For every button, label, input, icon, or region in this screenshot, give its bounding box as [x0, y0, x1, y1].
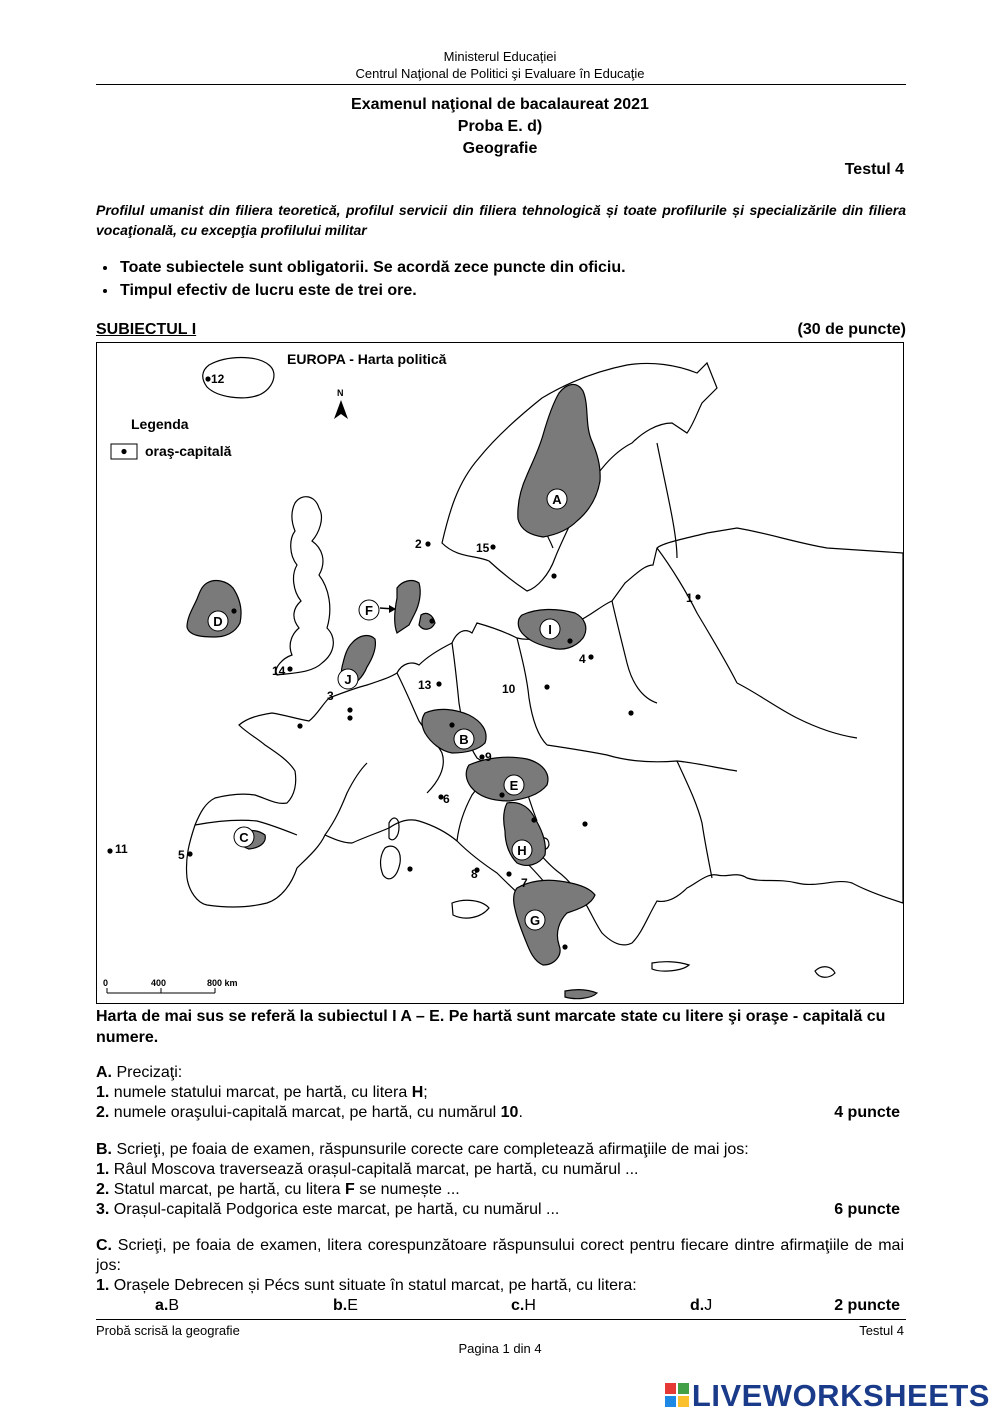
svg-text:E: E — [509, 778, 519, 793]
city-6: 6 — [443, 792, 450, 806]
part-a — [96, 1063, 904, 1123]
part-b-letter: B. — [96, 1141, 112, 1158]
map-svg — [97, 343, 903, 1003]
city-9: 9 — [485, 750, 492, 764]
country-f-denmark — [395, 581, 421, 633]
page-number: Pagina 1 din 4 — [458, 1341, 542, 1356]
legend-label: oraş-capitală — [145, 443, 232, 459]
part-a-heading: Precizaţi: — [112, 1064, 183, 1081]
subject-title: Geografie — [462, 140, 538, 157]
map-intro: Harta de mai sus se referă la subiectul I A – E. Pe hartă sunt marcate state cu litere şi oraşe - capitală cu numere. — [96, 1008, 886, 1046]
svg-text:I: I — [548, 622, 552, 637]
footer-left: Probă scrisă la geografie — [96, 1323, 240, 1338]
marker-i — [540, 619, 560, 639]
city-11: 11 — [115, 842, 128, 856]
part-a-points: 4 puncte — [834, 1104, 900, 1121]
item-text-end: ; — [423, 1084, 428, 1101]
legend-title: Legenda — [131, 416, 189, 432]
city-10: 10 — [502, 682, 516, 696]
svg-text:D: D — [213, 614, 223, 629]
europe-map — [96, 342, 904, 1004]
item-key: H — [411, 1084, 424, 1101]
item-text: Orașul-capitală Podgorica este marcat, pe hartă, cu numărul ... — [109, 1201, 560, 1218]
option-a: a. B — [155, 1297, 180, 1314]
part-b-points: 6 puncte — [834, 1201, 900, 1218]
marker-d — [208, 611, 228, 631]
city-3: 3 — [327, 689, 334, 703]
marker-g — [525, 910, 545, 930]
item-key: F — [345, 1181, 355, 1198]
city-12: 12 — [211, 372, 225, 386]
city-5: 5 — [178, 848, 185, 862]
marker-b — [454, 729, 474, 749]
ministry-name: Ministerul Educației — [443, 49, 557, 64]
scale-label-0: 0 — [103, 978, 109, 988]
country-markers — [208, 489, 567, 930]
city-2: 2 — [415, 537, 422, 551]
rule-item: • Timpul efectiv de lucru este de trei ore. — [118, 279, 626, 302]
section-header — [96, 321, 906, 339]
proba-title: Proba E. d) — [457, 118, 543, 135]
marker-e — [504, 775, 524, 795]
footer-right: Testul 4 — [859, 1323, 904, 1338]
marker-j — [338, 669, 358, 689]
exam-title: Examenul naţional de bacalaureat 2021 — [351, 96, 649, 113]
item-number: 2. — [96, 1181, 110, 1198]
marker-f — [359, 600, 379, 620]
part-a-letter: A. — [96, 1064, 112, 1081]
rules-list — [96, 256, 626, 302]
svg-text:A: A — [552, 492, 562, 507]
marker-c — [234, 827, 254, 847]
svg-text:C: C — [239, 830, 249, 845]
scale-bar — [103, 978, 238, 993]
test-label: Testul 4 — [844, 161, 904, 178]
item-number: 3. — [96, 1201, 110, 1218]
item-number: 1. — [96, 1277, 110, 1294]
part-c-points: 2 puncte — [834, 1297, 900, 1314]
marker-h — [512, 840, 532, 860]
capital-dots — [107, 376, 700, 949]
item-text: Statul marcat, pe hartă, cu litera — [109, 1181, 346, 1198]
part-b-heading: Scrieţi, pe foaia de examen, răspunsurile corecte care completează afirmaţiile de mai jos: — [112, 1141, 749, 1158]
item-text: Orașele Debrecen și Pécs sunt situate în statul marcat, pe hartă, cu litera: — [109, 1277, 637, 1294]
svg-text:G: G — [529, 913, 541, 928]
scale-label-400: 400 — [151, 978, 167, 988]
liveworksheets-logo — [665, 1378, 990, 1414]
section-title: SUBIECTUL I — [96, 321, 197, 338]
item-text-end: . — [518, 1104, 523, 1121]
crete-island — [565, 990, 597, 999]
city-1: 1 — [686, 591, 693, 605]
option-b: b. E — [333, 1297, 358, 1314]
item-text: Râul Moscova traversează orașul-capitală marcat, pe hartă, cu numărul ... — [109, 1161, 639, 1178]
section-points: (30 de puncte) — [797, 321, 906, 338]
liveworksheets-icon — [665, 1383, 689, 1407]
rule-item: • Toate subiectele sunt obligatorii. Se acordă zece puncte din oficiu. — [118, 256, 626, 279]
city-15: 15 — [476, 541, 490, 555]
footer-divider — [96, 1319, 906, 1320]
city-13: 13 — [418, 678, 432, 692]
item-text: numele oraşului-capitală marcat, pe hartă, cu numărul — [109, 1104, 501, 1121]
svg-text:F: F — [365, 603, 373, 618]
north-arrow-icon — [334, 400, 348, 419]
city-4: 4 — [579, 652, 586, 666]
north-label: N — [337, 388, 344, 398]
part-c-heading: Scrieţi, pe foaia de examen, litera corespunzătoare răspunsului corect pentru fiecare dintre afirmaţiile de mai jos: — [96, 1237, 904, 1274]
header-divider — [96, 84, 906, 85]
part-c-letter: C. — [96, 1237, 112, 1254]
svg-text:B: B — [459, 732, 469, 747]
city-14: 14 — [272, 664, 286, 678]
watermark-text: LIVEWORKSHEETS — [691, 1378, 990, 1413]
svg-text:H: H — [517, 843, 527, 858]
legend-dot — [121, 449, 126, 454]
item-number: 2. — [96, 1104, 110, 1121]
marker-a — [547, 489, 567, 509]
city-8: 8 — [471, 867, 478, 881]
item-text-end: se numește ... — [354, 1181, 460, 1198]
country-b-czechia — [422, 709, 486, 753]
item-key: 10 — [500, 1104, 519, 1121]
item-number: 1. — [96, 1084, 110, 1101]
item-number: 1. — [96, 1161, 110, 1178]
map-title: EUROPA - Harta politică — [287, 351, 447, 367]
part-b — [96, 1140, 904, 1220]
option-c: c. H — [511, 1297, 536, 1314]
profile-text: Profilul umanist din filiera teoretică, profilul servicii din filiera tehnologică și toate profilurile și specializările din filiera vocaţională, cu excepţia profilului militar — [96, 202, 906, 238]
option-d: d. J — [690, 1297, 713, 1314]
svg-text:J: J — [344, 672, 352, 687]
center-name: Centrul Naţional de Politici şi Evaluare în Educaţie — [355, 66, 645, 81]
city-7: 7 — [521, 876, 528, 890]
scale-label-800: 800 km — [207, 978, 238, 988]
item-text: numele statului marcat, pe hartă, cu litera — [109, 1084, 412, 1101]
part-c — [96, 1236, 904, 1296]
